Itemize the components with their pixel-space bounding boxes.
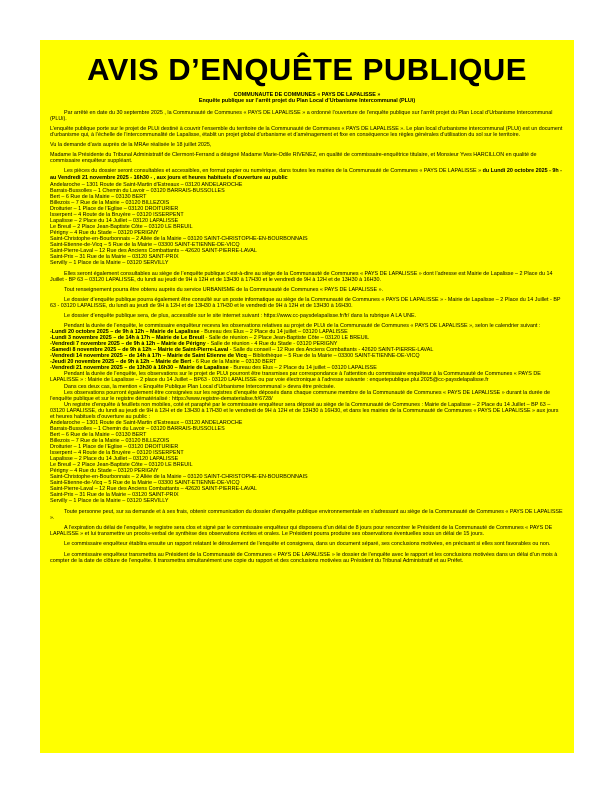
- permanence-date: -Jeudi 20 novembre 2025 – de 9h à 12h – Mairie de Bert: [50, 359, 192, 366]
- paragraph-mrae: Vu la demande d’avis auprès de la MRAe réalisée le 18 juillet 2025,: [50, 142, 212, 149]
- notice-content: [40, 40, 574, 564]
- mairie-address: Saint-Prix – 31 Rue de la Mairie – 03120 SAINT-PRIX: [50, 492, 179, 499]
- permanence-location: - Salle du conseil – 12 Rue des Anciens Combattants - 42620 SAINT-PIERRE-LAVAL: [228, 347, 434, 354]
- mairie-address: Bert – 6 Rue de la Mairie – 03130 BERT: [50, 432, 147, 439]
- mairie-address: Lapalisse – 2 Place du 14 Juillet – 03120 LAPALISSE: [50, 217, 179, 224]
- mairie-address: Droiturier – 1 Place de l’Eglise – 03120 DROITURIER: [50, 205, 179, 212]
- permanence-date: -Vendredi 21 novembre 2025 – de 13h30 à 16h30 – Mairie de Lapalisse: [50, 365, 229, 372]
- mairie-address: Barrais-Bussolles – 1 Chemin du Lavoir – 03120 BARRAIS-BUSSOLLES: [50, 426, 225, 433]
- mairie-address: Saint-Pierre-Laval – 12 Rue des Anciens Combattants – 42620 SAINT-PIERRE-LAVAL: [50, 486, 257, 493]
- mairie-address: Saint-Etienne-de-Vicq – 5 Rue de la Mairie – 03300 SAINT-ETIENNE-DE-VICQ: [50, 241, 240, 248]
- paragraph-correspondance: Pendant la durée de l’enquête, les observations sur le projet de PLUi pourront être transmises par correspondance à l’attention du commissaire enquêteur à la Communauté de Communes « PAYS DE LAPALISSE » : Mairie de Lapalisse – 2 place du 14 Juillet – BP63 - 03120 LAPALISSE ou par voie électronique à l’adresse suivante : enquetepublique.plui.2025@cc-paysdelapalisse.fr: [50, 371, 541, 384]
- permanence-location: - Salle de réunion - 4 Rue du Stade - 03120 PERIGNY: [205, 341, 338, 348]
- paragraph-renseignement: Tout renseignement pourra être obtenu auprès du service URBANISME de la Communauté de Communes « PAYS DE LAPALISSE ».: [64, 286, 384, 293]
- mairie-address: Périgny – 4 Rue du Stade – 03120 PERIGNY: [50, 229, 159, 236]
- permanence-date: -Samedi 8 novembre 2025 – de 9h à 12h – Mairie de Saint-Pierre-Laval: [50, 347, 229, 354]
- permanence-date: -Lundi 20 octobre 2025 – de 9h à 12h – Mairie de Lapalisse: [50, 329, 200, 336]
- permanence-location: - Salle de réunion – 2 Place Jean-Baptiste Côte – 03120 LE BREUIL: [204, 335, 370, 342]
- permanence-location: - Bureau des Elus – 2 Place du 14 juillet – 03120 LAPALISSE: [228, 365, 377, 372]
- paragraph-consultation: [50, 168, 564, 180]
- notice-subtitle-community: COMMUNAUTE DE COMMUNES « PAYS DE LAPALISSE »: [233, 92, 381, 98]
- permanence-date: -Vendredi 7 novembre 2025 – de 9h à 12h – Mairie de Périgny: [50, 341, 206, 348]
- mairie-address: Andelaroche – 1301 Route de Saint-Martin d’Estreaux – 03120 ANDELAROCHE: [50, 181, 243, 188]
- consultation-text: Les pièces du dossier seront consultables et accessibles, en format papier ou numérique, dans toutes les mairies de la Communauté de Communes « PAYS DE LAPALISSE »: [64, 168, 483, 175]
- notice-poster: [40, 40, 574, 753]
- paragraph-mention: Dans ces deux cas, la mention « Enquête Publique Plan Local d’Urbanisme Intercommunal » devra être précisée.: [64, 383, 336, 390]
- mairie-address: Billezois – 7 Rue de la Mairie – 03120 BILLEZOIS: [50, 438, 170, 445]
- mairie-address: Isserpent – 4 Route de la Bruyère – 03120 ISSERPENT: [50, 211, 184, 218]
- mairies-list-dossier: [50, 182, 564, 266]
- mairie-address: Le Breuil – 2 Place Jean-Baptiste Côte – 03120 LE BREUIL: [50, 223, 193, 230]
- permanence-date: -Vendredi 14 novembre 2025 – de 14h à 17h – Mairie de Saint Etienne de Vicq: [50, 353, 247, 360]
- mairie-address: Saint-Pierre-Laval – 12 Rue des Anciens Combattants – 42620 SAINT-PIERRE-LAVAL: [50, 247, 257, 254]
- mairies-list-registres: [50, 420, 564, 504]
- permanence-location: – Bibliothèque – 5 Rue de la Mairie – 03300 SAINT-ETIENNE-DE-VICQ: [246, 353, 420, 360]
- mairie-address: Le Breuil – 2 Place Jean-Baptiste Côte – 03120 LE BREUIL: [50, 462, 193, 469]
- paragraph-permanences-intro: Pendant la durée de l’enquête, le commissaire enquêteur recevra les observations relatives au projet de PLUi de la Communauté de Communes « PAYS DE LAPALISSE », selon le calendrier suivant :: [64, 323, 541, 330]
- paragraph-registre-siege: Un registre d’enquête à feuillets non mobiles, coté et paraphé par le commissaire enquêteur sera déposé au siège de la Communauté de Communes : Mairie de Lapalisse – 2 Place du 14 Juillet – BP 63 – 03120 LAPALISSE, du lundi au jeudi de 9H à 12H et de 13H30 à 17H30 et le vendredi de 9H à 12H et de 13H30 à 16H30, et dans les mairies de la Communauté de Communes « PAYS DE LAPALISSE » aux jours et heures habituels d’ouverture au public :: [50, 401, 559, 420]
- paragraph-site-internet: Le dossier d’enquête publique sera, de plus, accessible sur le site internet suivant : https://www.cc-paysdelapalisse.fr/fr/ dans la rubrique A LA UNE.: [64, 313, 417, 320]
- mairie-address: Servilly – 1 Place de la Mairie – 03120 SERVILLY: [50, 498, 169, 505]
- permanence-location: - 6 Rue de la Mairie – 03130 BERT: [191, 359, 277, 366]
- mairie-address: Périgny – 4 Rue du Stade – 03120 PERIGNY: [50, 468, 159, 475]
- paragraph-rapport: Le commissaire enquêteur établira ensuite un rapport relatant le déroulement de l’enquête et consignera, dans un document séparé, ses conclusions motivées, en précisant si elles sont favorables ou non.: [64, 541, 551, 548]
- paragraph-registres: Les observations pourront également être consignées sur les registres d’enquête déposés dans chaque commune membre de la Communauté de Communes « PAYS DE LAPALISSE » durant la durée de l’enquête publique et sur le registre dématérialisé : https://www.registre-dematerialise.fr/6728/: [50, 389, 551, 402]
- consultation-dates: du Lundi 20 octobre 2025 - 9h - au Vendredi 21 novembre 2025 - 16h30 - , aux jours et heures habituels d’ouverture au public: [50, 168, 562, 181]
- paragraph-commissaire: Madame la Présidente du Tribunal Administratif de Clermont-Ferrand a désigné Madame Marie-Odile RIVENEZ, en qualité de commissaire-enquêtrice titulaire, et Monsieur Yves HARCILLON en qualité de commissaire enquêteur suppléant.: [50, 152, 537, 165]
- mairie-address: Servilly – 1 Place de la Mairie – 03120 SERVILLY: [50, 259, 169, 266]
- paragraph-arrete: Par arrêté en date du 30 septembre 2025 , la Communauté de Communes « PAYS DE LAPALISSE » a ordonné l’ouverture de l’enquête publique sur l’arrêt projet du Plan Local d’Urbanisme Intercommunal (PLUi).: [50, 109, 553, 122]
- mairie-address: Saint-Christophe-en-Bourbonnais – 2 Allée de la Mairie – 03120 SAINT-CHRISTOPHE-EN-BOURBONNAIS: [50, 474, 308, 481]
- mairie-address: Lapalisse – 2 Place du 14 Juillet – 03120 LAPALISSE: [50, 456, 179, 463]
- mairie-address: Droiturier – 1 Place de l’Eglise – 03120 DROITURIER: [50, 444, 179, 451]
- paragraph-siege: Elles seront également consultables au siège de l’enquête publique c’est-à-dire au siège de la Communauté de Communes « PAYS DE LAPALISSE » dont l’adresse est Mairie de Lapalisse – 2 Place du 14 Juillet - BP 63 – 03120 LAPALISSE, du lundi au jeudi de 9H à 12H et de 13H30 à 17H30 et le vendredi de 9H à 12H et de 13H30 à 16H30.: [50, 270, 553, 283]
- notice-title: AVIS D’ENQUÊTE PUBLIQUE: [87, 52, 527, 87]
- mairie-address: Barrais-Bussolles – 1 Chemin du Lavoir – 03120 BARRAIS-BUSSOLLES: [50, 187, 225, 194]
- paragraph-communication: Toute personne peut, sur sa demande et à ses frais, obtenir communication du dossier d’enquête publique environnementale en s’adressant au siège de la Communauté de Communes « PAYS DE LAPALISSE ».: [50, 509, 563, 522]
- notice-subtitle-subject: Enquête publique sur l’arrêt projet du Plan Local d’Urbanisme Intercommunal (PLUi): [198, 98, 416, 105]
- permanence-date: -Lundi 3 novembre 2025 – de 14h à 17h – Mairie de Le Breuil: [50, 335, 204, 342]
- permanences-list: [50, 329, 564, 371]
- paragraph-objet: L’enquête publique porte sur le projet de PLUi destiné à couvrir l’ensemble du territoire de la Communauté de Communes « PAYS DE LAPALISSE ». Le plan local d’urbanisme intercommunal (PLUi) est un document d’urbanisme qui, à l’échelle de l’intercommunalité de Lapalisse, établit un projet global d’urbanisme et d’aménagement et fixe en conséquence les règles générales d’utilisation du sol sur le territoire.: [50, 126, 563, 139]
- mairie-address: Andelaroche – 1301 Route de Saint-Martin d’Estreaux – 03120 ANDELAROCHE: [50, 420, 243, 427]
- mairie-address: Saint-Prix – 31 Rue de la Mairie – 03120 SAINT-PRIX: [50, 253, 179, 260]
- paragraph-cloture: A l’expiration du délai de l’enquête, le registre sera clos et signé par le commissaire enquêteur qui disposera d’un délai de 8 jours pour rencontrer le Président de la Communauté de Communes « PAYS DE LAPALISSE » et lui transmettre un procès-verbal de synthèse des observations écrites et orales. Le Président pourra produire ses observations éventuelles sous un délai de 15 jours.: [50, 525, 553, 538]
- mairie-address: Saint-Christophe-en-Bourbonnais – 2 Allée de la Mairie – 03120 SAINT-CHRISTOPHE-EN-BOURBONNAIS: [50, 235, 308, 242]
- permanence-location: - Bureau des Elus – 2 Place du 14 juillet – 03120 LAPALISSE: [199, 329, 348, 336]
- mairie-address: Bert – 6 Rue de la Mairie – 03130 BERT: [50, 193, 147, 200]
- mairie-address: Billezois – 7 Rue de la Mairie – 03120 BILLEZOIS: [50, 199, 170, 206]
- paragraph-poste-informatique: Le dossier d’enquête publique pourra également être consulté sur un poste informatique au siège de la Communauté de Communes « PAYS DE LAPALISSE » - Mairie de Lapalisse – 2 Place du 14 Juillet - BP 63 - 03120 LAPALISSE, du lundi au jeudi de 9H à 12H et de 13H30 à 17H30 et le vendredi de 9H à 12H et de 13H30 à 16H30.: [50, 296, 561, 310]
- mairie-address: Isserpent – 4 Route de la Bruyère – 03120 ISSERPENT: [50, 450, 184, 457]
- mairie-address: Saint-Etienne-de-Vicq – 5 Rue de la Mairie – 03300 SAINT-ETIENNE-DE-VICQ: [50, 480, 240, 487]
- paragraph-transmission: Le commissaire enquêteur transmettra au Président de la Communauté de Communes « PAYS DE LAPALISSE » le dossier de l’enquête avec le rapport et les conclusions motivées dans un délai d’un mois à compter de la date de clôture de l’enquête. Il transmettra simultanément une copie du rapport et des conclusions motivées au Président du Tribunal Administratif et au Préfet.: [50, 551, 558, 564]
